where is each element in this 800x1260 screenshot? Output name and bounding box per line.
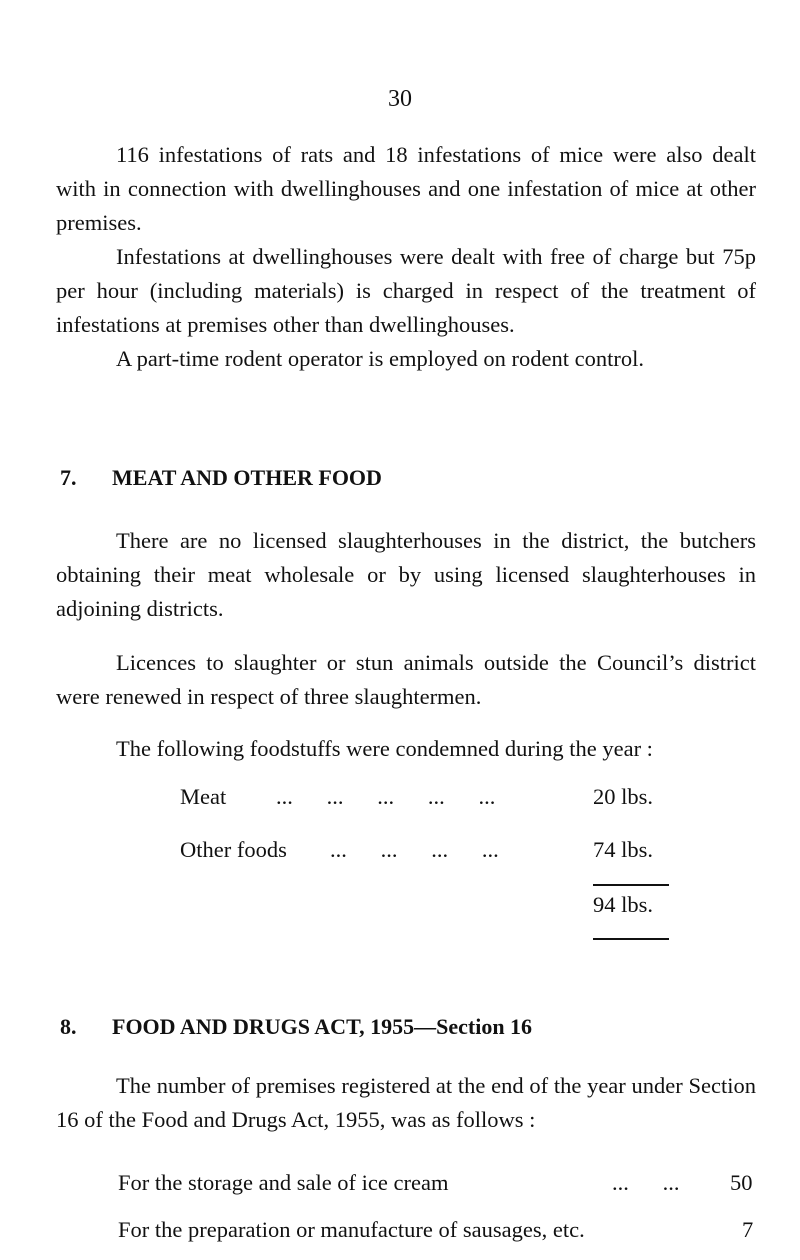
paragraph-premises-registered: The number of premises registered at the end of the year under Section 16 of the Food and Drugs Act, 1955, was as follows : xyxy=(56,1073,756,1132)
total-rule-top xyxy=(593,884,669,886)
section-8-number: 8. xyxy=(60,1014,77,1039)
page-number: 30 xyxy=(388,86,412,112)
sausages-label: For the preparation or manufacture of sausages, etc. xyxy=(118,1217,585,1242)
section-8-heading xyxy=(60,1014,532,1040)
paragraph-licences: Licences to slaughter or stun animals outside the Council’s district were renewed in respect of three slaughtermen. xyxy=(56,650,756,709)
sausages-value: 7 xyxy=(742,1217,754,1242)
ice-cream-value: 50 xyxy=(730,1170,753,1195)
total-rule-bottom xyxy=(593,938,669,940)
section-8-title: FOOD AND DRUGS ACT, 1955—Section 16 xyxy=(112,1014,533,1039)
paragraph-slaughterhouses: There are no licensed slaughterhouses in the district, the butchers obtaining their meat wholesale or by using licensed slaughterhouses in adjoining districts. xyxy=(56,528,756,621)
condemned-meat-dots: ... ... ... ... ... xyxy=(276,784,496,809)
section-7-number: 7. xyxy=(60,465,77,490)
condemned-other-label: Other foods xyxy=(180,837,287,862)
section-7-heading xyxy=(60,465,382,491)
section-7-title: MEAT AND OTHER FOOD xyxy=(112,465,382,490)
condemned-total-value: 94 lbs. xyxy=(593,892,654,917)
condemned-meat-value: 20 lbs. xyxy=(593,784,654,809)
paragraph-foodstuffs-intro: The following foodstuffs were condemned during the year : xyxy=(116,736,653,761)
condemned-other-value: 74 lbs. xyxy=(593,837,654,862)
paragraph-rat-infestations: 116 infestations of rats and 18 infestations of mice were also dealt with in connection with dwellinghouses and one infestation of mice at other premises. xyxy=(56,142,756,235)
paragraph-charges: Infestations at dwellinghouses were dealt with free of charge but 75p per hour (including materials) is charged in respect of the treatment of infestations at premises other than dwellinghouses. xyxy=(56,244,756,337)
ice-cream-label: For the storage and sale of ice cream xyxy=(118,1170,449,1195)
ice-cream-dots: ... ... xyxy=(612,1170,680,1195)
paragraph-rodent-operator: A part-time rodent operator is employed on rodent control. xyxy=(116,346,644,371)
condemned-other-dots: ... ... ... ... xyxy=(330,837,499,862)
condemned-meat-label: Meat xyxy=(180,784,227,809)
